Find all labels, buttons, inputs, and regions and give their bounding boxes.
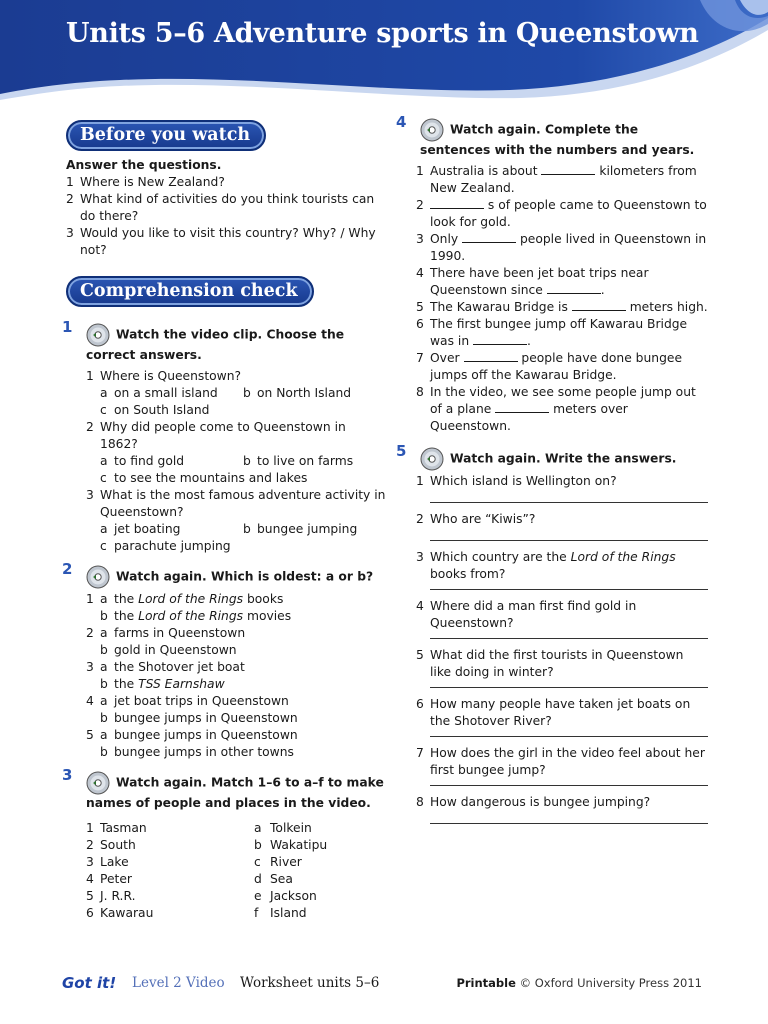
exercise-5 (396, 442, 708, 824)
list-item: 2 Who are “Kiwis”? (416, 512, 536, 526)
video-disc-icon (86, 323, 110, 347)
list-item: b the Lord of the Rings movies (100, 609, 292, 623)
list-item: 1 Which island is Wellington on? (416, 474, 617, 488)
list-item: b bungee jumps in Queenstown (100, 711, 298, 725)
list-item: b the TSS Earnshaw (100, 677, 225, 691)
exercise-number: 1 (62, 318, 73, 336)
question-with-answer-line (416, 696, 708, 737)
exercise-instruction: Watch the video clip. Choose the correct answers. (86, 327, 345, 362)
answer-options: c on South Island (100, 403, 210, 417)
list-item: 2 What kind of activities do you think tourists can do there? (66, 192, 375, 223)
question-with-answer-line (416, 647, 708, 688)
copyright-notice: Printable © Oxford University Press 2011 (456, 976, 702, 990)
before-you-watch-section (66, 157, 386, 259)
question: 1 Where is Queenstown? (86, 369, 242, 383)
list-item: 4 There have been jet boat trips near Queenstown since . (416, 266, 649, 297)
match-row: 2 South b Wakatipu (86, 838, 328, 852)
answer-line[interactable] (430, 811, 708, 824)
question-with-answer-line (416, 549, 708, 590)
list-item: 4 a jet boat trips in Queenstown (86, 694, 289, 708)
answer-line[interactable] (430, 681, 708, 688)
answer-line[interactable] (430, 779, 708, 786)
match-row: 4 Peter d Sea (86, 872, 293, 886)
exercise-instruction: Watch again. Match 1–6 to a–f to make names of people and places in the video. (86, 775, 384, 810)
list-item: 5 a bungee jumps in Queenstown (86, 728, 298, 742)
list-item: 4 Where did a man first find gold in Queenstown? (416, 599, 637, 630)
question-with-answer-line (416, 511, 708, 541)
question-with-answer-line (416, 794, 708, 824)
answer-options: a on a small island b on North Island (100, 386, 352, 400)
video-disc-icon (86, 565, 110, 589)
fill-in-blank[interactable] (541, 163, 595, 175)
match-row: 6 Kawarau f Island (86, 906, 307, 920)
level-label: Level 2 Video (132, 975, 225, 991)
before-instruction: Answer the questions. (66, 158, 222, 172)
question: 3 What is the most famous adventure activity in Queenstown? (86, 488, 386, 519)
exercise-4 (396, 113, 708, 435)
exercise-number: 2 (62, 560, 73, 578)
brand-logo: Got it! (62, 974, 117, 992)
list-item: 7 Over people have done bungee jumps off the Kawarau Bridge. (416, 351, 683, 382)
list-item: 3 a the Shotover jet boat (86, 660, 245, 674)
answer-line[interactable] (430, 730, 708, 737)
banner-wave-graphic (0, 0, 768, 110)
answer-line[interactable] (430, 490, 708, 503)
list-item: 3 Would you like to visit this country? Why? / Why not? (66, 226, 376, 257)
list-item: 8 How dangerous is bungee jumping? (416, 795, 651, 809)
video-disc-icon (86, 771, 110, 795)
list-item: b bungee jumps in other towns (100, 745, 294, 759)
list-item: 6 The first bungee jump off Kawarau Bridge was in . (416, 317, 688, 348)
list-item: 2 s of people came to Queenstown to look for gold. (416, 198, 707, 229)
exercise-5-list (416, 473, 708, 824)
answer-options: c parachute jumping (100, 539, 231, 553)
exercise-3 (62, 766, 386, 922)
page-title: Units 5–6 Adventure sports in Queenstown (66, 18, 699, 49)
video-disc-icon (420, 447, 444, 471)
exercise-number: 5 (396, 442, 407, 460)
exercise-2 (62, 560, 386, 761)
exercise-instruction: Watch again. Which is oldest: a or b? (116, 569, 374, 584)
fill-in-blank[interactable] (462, 231, 516, 243)
match-row: 5 J. R.R. e Jackson (86, 889, 317, 903)
list-item: 2 a farms in Queenstown (86, 626, 246, 640)
header-banner (0, 0, 768, 110)
left-column (62, 120, 386, 922)
fill-in-blank[interactable] (547, 282, 601, 294)
list-item: 5 The Kawarau Bridge is meters high. (416, 300, 708, 314)
question: 2 Why did people come to Queenstown in 1862? (86, 420, 346, 451)
question-with-answer-line (416, 473, 708, 503)
section-heading-comprehension-check: Comprehension check (66, 276, 314, 307)
fill-in-blank[interactable] (473, 333, 527, 345)
list-item: 3 Which country are the Lord of the Rings books from? (416, 550, 676, 581)
answer-options: c to see the mountains and lakes (100, 471, 308, 485)
exercise-3-match-list (86, 820, 386, 922)
list-item: 1 Where is New Zealand? (66, 175, 225, 189)
exercise-2-list (86, 591, 386, 761)
list-item: 1 a the Lord of the Rings books (86, 592, 284, 606)
list-item: 6 How many people have taken jet boats on the Shotover River? (416, 697, 691, 728)
worksheet-label: Worksheet units 5–6 (240, 975, 380, 991)
right-column (396, 113, 708, 832)
list-item: 3 Only people lived in Queenstown in 1990. (416, 232, 707, 263)
answer-line[interactable] (430, 528, 708, 541)
question-with-answer-line (416, 598, 708, 639)
exercise-number: 3 (62, 766, 73, 784)
list-item: 1 Australia is about kilometers from New Zealand. (416, 164, 697, 195)
fill-in-blank[interactable] (464, 350, 518, 362)
list-item: b gold in Queenstown (100, 643, 237, 657)
list-item: 7 How does the girl in the video feel about her first bungee jump? (416, 746, 705, 777)
section-heading-before-you-watch: Before you watch (66, 120, 266, 151)
answer-line[interactable] (430, 583, 708, 590)
answer-line[interactable] (430, 632, 708, 639)
exercise-1 (62, 318, 386, 555)
question-with-answer-line (416, 745, 708, 786)
exercise-instruction: Watch again. Complete the sentences with the numbers and years. (420, 122, 695, 157)
exercise-instruction: Watch again. Write the answers. (450, 451, 677, 466)
answer-options: a to find gold b to live on farms (100, 454, 354, 468)
fill-in-blank[interactable] (572, 299, 626, 311)
footer (62, 974, 702, 994)
fill-in-blank[interactable] (430, 197, 484, 209)
answer-options: a jet boating b bungee jumping (100, 522, 358, 536)
exercise-number: 4 (396, 113, 407, 131)
fill-in-blank[interactable] (495, 401, 549, 413)
list-item: 5 What did the first tourists in Queenstown like doing in winter? (416, 648, 684, 679)
match-row: 1 Tasman a Tolkein (86, 821, 312, 835)
match-row: 3 Lake c River (86, 855, 302, 869)
exercise-4-list (416, 163, 708, 435)
video-disc-icon (420, 118, 444, 142)
list-item: 8 In the video, we see some people jump out of a plane meters over Queenstown. (416, 385, 696, 433)
